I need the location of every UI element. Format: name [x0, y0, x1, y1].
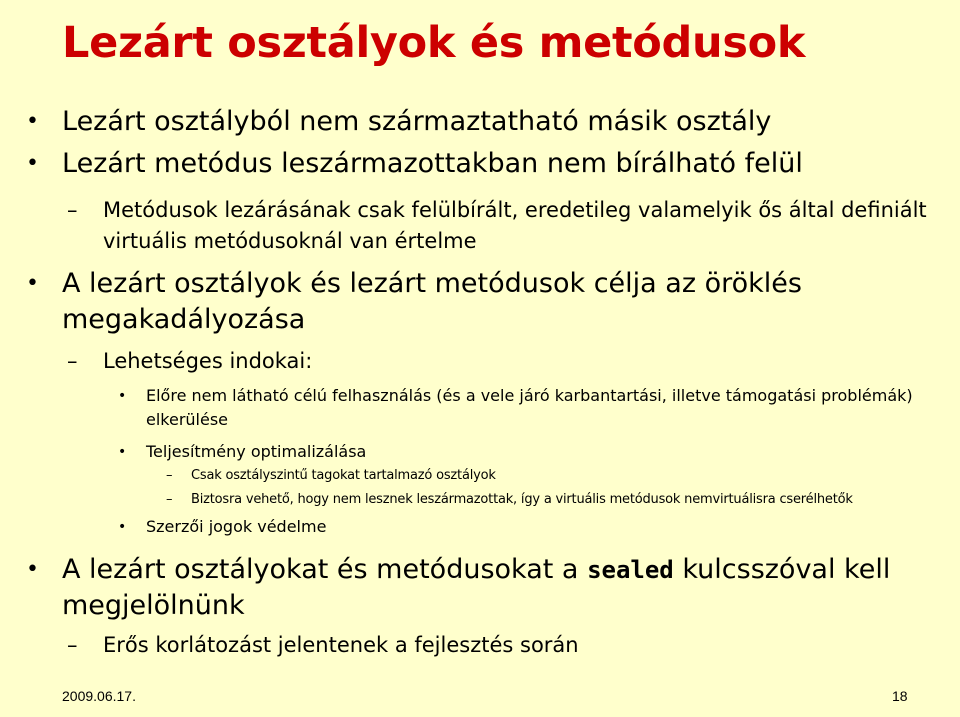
- bullet-icon: •: [26, 271, 39, 296]
- bullet-icon: •: [26, 151, 39, 176]
- detail-text: Csak osztályszintű tagokat tartalmazó osztályok: [191, 468, 496, 483]
- bullet-icon: •: [118, 444, 127, 460]
- dash-icon: –: [67, 198, 78, 222]
- performance-detail-static: [166, 466, 951, 486]
- sub-bullet-text: Erős korlátozást jelentenek a fejlesztés során: [103, 633, 579, 657]
- reason-text: Előre nem látható célú felhasználás (és a vele járó karbantartási, illetve támogatási problémák) elkerülése: [146, 386, 913, 429]
- sub-bullet-text: Lehetséges indokai:: [103, 349, 313, 373]
- bullet-sealed-class: [26, 104, 942, 140]
- bullet-sealed-method: [26, 146, 942, 182]
- footer-date: 2009.06.17.: [62, 688, 136, 704]
- sub-bullet-text: Metódusok lezárásának csak felülbírált, eredetileg valamelyik ős által definiált virtuális metódusoknál van értelme: [103, 198, 927, 253]
- page-number: 18: [892, 688, 908, 704]
- reason-unforeseen-use: [118, 384, 936, 432]
- bullet-icon: •: [118, 519, 127, 535]
- reason-copyright: [118, 515, 936, 539]
- dash-icon: –: [67, 349, 78, 373]
- bullet-text-prefix: A lezárt osztályokat és metódusokat a: [62, 554, 579, 585]
- sealed-keyword: sealed: [587, 556, 674, 584]
- dash-icon: –: [166, 492, 173, 507]
- bullet-icon: •: [26, 109, 39, 134]
- reason-text: Szerzői jogok védelme: [146, 517, 327, 536]
- sub-bullet-override-note: [67, 195, 943, 257]
- dash-icon: –: [166, 468, 173, 483]
- bullet-icon: •: [118, 388, 127, 404]
- detail-text: Biztosra vehető, hogy nem lesznek leszármazottak, így a virtuális metódusok nemvirtuálisra cserélhetők: [191, 492, 853, 507]
- bullet-text-suffix: kulcsszóval kell megjelölnünk: [62, 554, 891, 621]
- reason-text: Teljesítmény optimalizálása: [146, 442, 367, 461]
- reason-performance: [118, 440, 936, 464]
- bullet-text: A lezárt osztályok és lezárt metódusok célja az öröklés megakadályozása: [62, 268, 802, 335]
- bullet-icon: •: [26, 557, 39, 582]
- bullet-purpose: [26, 266, 942, 338]
- bullet-text: Lezárt metódus leszármazottakban nem bírálható felül: [62, 148, 803, 179]
- dash-icon: –: [67, 633, 78, 657]
- performance-detail-nonvirtual: [166, 490, 951, 510]
- sub-bullet-restriction: [67, 630, 943, 661]
- bullet-text: Lezárt osztályból nem származtatható másik osztály: [62, 106, 772, 137]
- sub-bullet-reasons: [67, 346, 943, 377]
- slide-title: Lezárt osztályok és metódusok: [62, 18, 806, 68]
- bullet-sealed-keyword: [26, 552, 942, 624]
